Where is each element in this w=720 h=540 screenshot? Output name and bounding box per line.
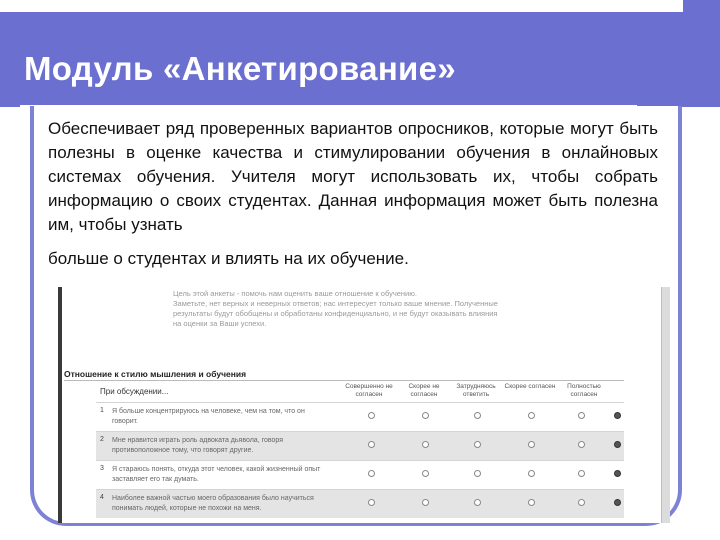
screenshot-left-edge xyxy=(58,287,62,523)
questionnaire-screenshot xyxy=(58,287,670,523)
question-number: 2 xyxy=(100,436,104,443)
description-text: Обеспечивает ряд проверенных вариантов опросников, которые могут быть полезны в оценке качества и стимулировании обучения в онлайновых системах обучения. Учителя могут использовать их, чтобы собрать информацию о своих студентах. Данная информация может быть полезна им, чтобы узнать xyxy=(48,119,658,234)
instruction-line: на оценки за Ваши успехи. xyxy=(173,319,267,328)
slide-description xyxy=(48,117,658,271)
instruction-line: Цель этой анкеты - помочь нам оценить ваше отношение к обучению. xyxy=(173,289,417,298)
slide-title: Модуль «Анкетирование» xyxy=(24,50,456,87)
column-header: Полностью согласен xyxy=(567,383,601,398)
radio-option-selected[interactable] xyxy=(614,470,621,477)
radio-option[interactable] xyxy=(474,470,481,477)
radio-option[interactable] xyxy=(474,412,481,419)
radio-option[interactable] xyxy=(422,412,429,419)
column-header: Скорее не согласен xyxy=(408,383,440,398)
question-number: 1 xyxy=(100,407,104,414)
instruction-line: результаты будут обобщены и обработаны конфиденциально, и не будут оказывать влияния xyxy=(173,309,498,318)
radio-option[interactable] xyxy=(578,441,585,448)
scrollbar[interactable] xyxy=(661,287,670,523)
radio-option[interactable] xyxy=(578,470,585,477)
column-header: Скорее согласен xyxy=(504,383,556,390)
radio-option[interactable] xyxy=(422,470,429,477)
radio-option-selected[interactable] xyxy=(614,412,621,419)
title-banner xyxy=(0,12,720,107)
question-row xyxy=(96,460,624,489)
section-divider xyxy=(64,380,624,381)
radio-option[interactable] xyxy=(368,441,375,448)
radio-option-selected[interactable] xyxy=(614,441,621,448)
radio-option[interactable] xyxy=(528,441,535,448)
question-row xyxy=(96,431,624,460)
question-text: Наиболее важной частью моего образования было научиться понимать людей, которые не похожи на меня. xyxy=(112,495,314,512)
question-header: При обсуждении... xyxy=(100,387,169,396)
question-text: Я больше концентрируюсь на человеке, чем на том, что он говорит. xyxy=(112,408,305,425)
instruction-line: Заметьте, нет верных и неверных ответов; нас интересует только ваше мнение. Полученные xyxy=(173,299,498,308)
header-corner-tab xyxy=(683,0,720,12)
radio-option[interactable] xyxy=(474,441,481,448)
column-header: Затрудняюсь ответить xyxy=(456,383,496,398)
question-table xyxy=(96,402,624,518)
radio-option[interactable] xyxy=(474,499,481,506)
questionnaire-instructions xyxy=(173,289,553,329)
radio-option[interactable] xyxy=(422,499,429,506)
radio-option[interactable] xyxy=(528,499,535,506)
question-number: 4 xyxy=(100,494,104,501)
description-last-line: больше о студентах и влиять на их обучение. xyxy=(48,249,409,268)
radio-option-selected[interactable] xyxy=(614,499,621,506)
radio-option[interactable] xyxy=(528,412,535,419)
radio-option[interactable] xyxy=(368,470,375,477)
question-row xyxy=(96,402,624,431)
radio-option[interactable] xyxy=(368,499,375,506)
radio-option[interactable] xyxy=(422,441,429,448)
question-row xyxy=(96,489,624,518)
section-title: Отношение к стилю мышления и обучения xyxy=(64,369,247,379)
radio-option[interactable] xyxy=(528,470,535,477)
radio-option[interactable] xyxy=(578,499,585,506)
question-text: Мне нравится играть роль адвоката дьявола, говоря противоположное тому, что говорят другие. xyxy=(112,437,284,454)
question-text: Я стараюсь понять, откуда этот человек, какой жизненный опыт заставляет его так думать. xyxy=(112,466,321,483)
radio-option[interactable] xyxy=(578,412,585,419)
radio-option[interactable] xyxy=(368,412,375,419)
question-number: 3 xyxy=(100,465,104,472)
column-header: Совершенно не согласен xyxy=(345,383,393,398)
